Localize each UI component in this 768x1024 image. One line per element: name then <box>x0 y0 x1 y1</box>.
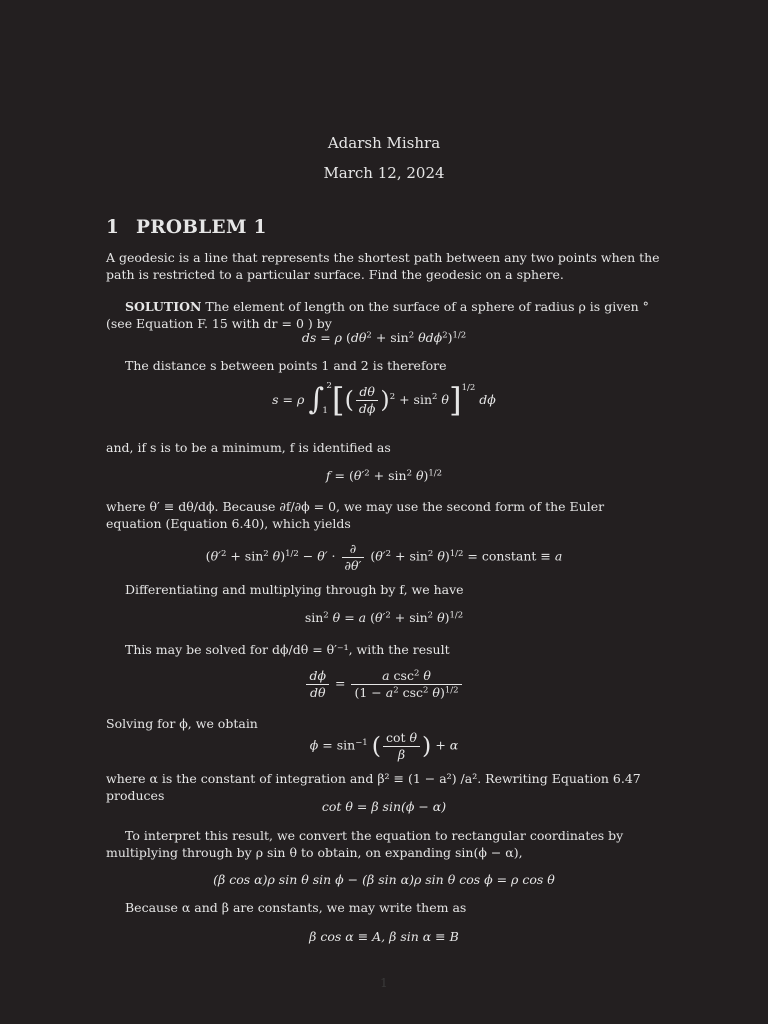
solution-paragraph-6: This may be solved for dϕ/dθ = θ′⁻¹, with the result <box>125 642 450 657</box>
equation-cot-theta: cot θ = β sin(ϕ − α) <box>321 799 447 814</box>
solution-label: SOLUTION <box>125 299 202 314</box>
solution-paragraph-5: Differentiating and multiplying through by f, we have <box>125 582 464 597</box>
solution-paragraph-8: where α is the constant of integration and β² ≡ (1 − a²) /a². Rewriting Equation 6.47 produces <box>106 771 641 803</box>
solution-paragraph-3: and, if s is to be a minimum, f is identified as <box>106 440 391 455</box>
equation-sin-squared: $\sin^2 \theta = a$ $(\theta'^2 + \sin^2 \theta)^{1/2}$ <box>304 610 464 625</box>
solution-paragraph-9: To interpret this result, we convert the equation to rectangular coordinates by multiplying through by ρ sin θ to obtain, on expanding sin(ϕ − α), <box>106 828 624 860</box>
solution-paragraph-7: Solving for ϕ, we obtain <box>106 716 258 731</box>
equation-f-definition: $f = (\theta'^2 + \sin^2 \theta)^{1/2}$ <box>325 468 443 483</box>
equation-line-element: ds = ρ $(d\theta^2 + \sin^2 \theta d\phi^2)^{1/2}$ <box>301 330 467 345</box>
constant-label: constant <box>481 548 537 564</box>
equation-rectangular: (β cos α)ρ sin θ sin ϕ − (β sin α)ρ sin θ cos ϕ = ρ cos θ <box>213 872 555 887</box>
equation-dphi-dtheta: $\frac{d\phi}{d\theta}$ = $\frac{a \csc^2 \theta}{(1 - a^2 \csc^2 \theta)^{1/2}}$ <box>106 668 662 700</box>
equation-euler: $(\theta'^2 + \sin^2 \theta)^{1/2} - \theta'$ · $\frac{\partial}{\partial\theta'}$ $(\theta'^2 + \sin^2 \theta)^{1/2}$ = constant ≡ a <box>205 541 563 573</box>
solution-paragraph-10: Because α and β are constants, we may write them as <box>125 900 467 915</box>
author-name: Adarsh Mishra <box>327 134 441 152</box>
solution-paragraph-2: The distance s between points 1 and 2 is therefore <box>125 358 447 373</box>
document-date: March 12, 2024 <box>323 164 445 182</box>
solution-paragraph-1 <box>106 299 662 332</box>
solution-paragraph-4: where θ′ ≡ dθ/dϕ. Because ∂f/∂ϕ = 0, we may use the second form of the Euler equation (Equation 6.40), which yields <box>106 499 605 531</box>
problem-statement: A geodesic is a line that represents the shortest path between any two points when the path is restricted to a particular surface. Find the geodesic on a sphere. <box>106 250 660 282</box>
page-number: 1 <box>380 976 388 990</box>
section-title: PROBLEM 1 <box>136 217 267 238</box>
section-number: 1 <box>106 217 120 238</box>
equation-distance-integral: s = ρ ∫ 2 1 [( $\frac{d\theta}{d\phi}$ )$^2 + \sin^2 \theta]^{1/2}$ dϕ <box>272 381 496 419</box>
equation-constants-ab: β cos α ≡ A, β sin α ≡ B <box>309 929 459 944</box>
section-heading <box>106 216 267 240</box>
equation-phi-solution: $\phi = \sin^{-1}$ ( $\frac{\text{cot θ}}{\beta}$ ) + α <box>309 730 459 762</box>
integral-sign: ∫ 2 1 <box>308 381 332 418</box>
solution-text-1: The element of length on the surface of a sphere of radius ρ is given ° (see Equation F. 15 with dr = 0 ) by <box>106 299 649 331</box>
